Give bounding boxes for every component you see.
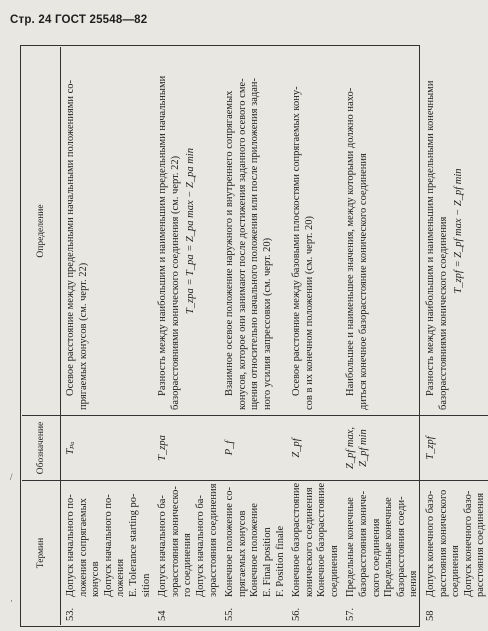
term-line: конусов bbox=[90, 561, 102, 597]
term-line: 57.Предельные конечные bbox=[345, 497, 357, 621]
term-line: нения bbox=[408, 570, 420, 597]
term-line: 54Допуск начального ба- bbox=[157, 495, 169, 621]
term-cell bbox=[341, 480, 421, 625]
formula: T_zpa = T_pa = Z_pa max − Z_pa min bbox=[185, 148, 197, 314]
term-line: Допуск конечного базо- bbox=[462, 490, 474, 597]
definition-line: Взаимное осевое положение наружного и внутреннего сопрягаемых bbox=[224, 90, 236, 396]
row-number: 55. bbox=[224, 607, 236, 621]
definition-line: базорасстояниями конического соединения bbox=[437, 216, 449, 410]
definition-line: ного усилия запрессовки (см. черт. 20) bbox=[261, 237, 273, 410]
row-number: 57. bbox=[345, 607, 357, 621]
term-line: конического соединения bbox=[303, 487, 315, 597]
definition-line: конусов, которое они занимают после достижения заданного осевого сме- bbox=[236, 78, 248, 410]
term-line: базорасстояния кониче- bbox=[358, 490, 370, 597]
definition-line: Осевое расстояние между базовыми плоскостями сопрягаемых кону- bbox=[291, 86, 303, 396]
row-number: 58 bbox=[425, 610, 437, 621]
term-line: E. Tolerance starting po- bbox=[127, 493, 139, 597]
term-line: ского соединения bbox=[370, 518, 382, 597]
symbol-cell bbox=[61, 415, 153, 480]
definition-cell bbox=[341, 47, 421, 415]
term-line: Конечное положение bbox=[249, 503, 261, 597]
definition-cell bbox=[61, 47, 153, 415]
term-line: ложения сопрягаемых bbox=[77, 498, 89, 597]
symbol-text: T_zpa bbox=[157, 435, 169, 461]
symbol-cell bbox=[421, 415, 488, 480]
table-row bbox=[220, 47, 287, 625]
margin-mark: · bbox=[10, 596, 13, 606]
symbol-text: Z_pf bbox=[291, 438, 303, 458]
definition-cell bbox=[421, 47, 488, 415]
term-line: F. Position finale bbox=[274, 525, 286, 597]
formula: T_zpf = Z_pf max − Z_pf min bbox=[453, 168, 465, 294]
definition-line: Разность между наибольшим и наименьшим предельными начальными bbox=[157, 75, 169, 396]
term-line: sition bbox=[140, 573, 152, 597]
definition-cell bbox=[220, 47, 287, 415]
term-line: расстояния соединения bbox=[475, 492, 487, 597]
row-number: 53. bbox=[65, 607, 76, 621]
term-line: соединения bbox=[450, 545, 462, 597]
row-number: 54 bbox=[157, 610, 169, 621]
terms-table bbox=[22, 47, 487, 625]
definition-cell bbox=[153, 47, 220, 415]
symbol-cell bbox=[287, 415, 341, 480]
definition-line: Осевое расстояние между предельными начальными положениями со- bbox=[65, 79, 76, 396]
symbol-text: Z_pf max, bbox=[345, 427, 357, 469]
definition-line: щения относительно начального положения или после приложения задан- bbox=[249, 78, 261, 410]
row-number: 56. bbox=[291, 607, 303, 621]
term-cell bbox=[61, 480, 153, 625]
term-line: базорасстояния соеди- bbox=[395, 496, 407, 597]
symbol-text: Tₚₐ bbox=[65, 441, 76, 455]
symbol-text: Z_pf min bbox=[358, 429, 370, 467]
term-line: ложения bbox=[115, 558, 127, 597]
symbol-cell bbox=[220, 415, 287, 480]
symbol-text: T_zpf bbox=[425, 436, 437, 460]
definition-line: прягаемых конусов (см. черт. 22) bbox=[77, 262, 89, 410]
term-cell bbox=[421, 480, 488, 625]
column-header-term: Термин bbox=[22, 480, 60, 625]
definition-line: Разность между наибольшим и наименьшим предельными конечными bbox=[425, 80, 437, 396]
table-row bbox=[421, 47, 488, 625]
term-line: го соединения bbox=[182, 533, 194, 597]
table-row bbox=[61, 47, 153, 625]
term-cell bbox=[287, 480, 341, 625]
term-line: соединения bbox=[328, 545, 340, 597]
term-line: 56.Конечное базорасстояние bbox=[291, 482, 303, 621]
table-row bbox=[287, 47, 341, 625]
term-line: Предельные конечные bbox=[383, 497, 395, 597]
term-line: зорасстояния соединения bbox=[207, 483, 219, 597]
term-line: Допуск начального по- bbox=[102, 494, 114, 597]
definition-line: базорасстояниями конического соединения (см. черт. 22) bbox=[169, 155, 181, 410]
definition-line: Наибольшее и наименьшее значения, между которыми должно нахо- bbox=[345, 87, 357, 396]
term-line: 58Допуск конечного базо- bbox=[425, 490, 437, 621]
term-line: зорасстояния коническо- bbox=[169, 486, 181, 597]
term-line: 53.Допуск начального по- bbox=[65, 494, 76, 621]
column-header-definition: Определение bbox=[35, 204, 46, 258]
definition-line: диться конечное базорасстояние конического соединения bbox=[358, 153, 370, 410]
symbol-cell bbox=[153, 415, 220, 480]
term-line: Конечное базорасстояние bbox=[316, 482, 328, 597]
column-header-symbol: Обозначение bbox=[22, 415, 60, 480]
table-row bbox=[341, 47, 421, 625]
term-line: Допуск начального ба- bbox=[194, 495, 206, 597]
definition-line: сов в их конечном положении (см. черт. 20) bbox=[303, 216, 315, 410]
margin-mark: / bbox=[10, 472, 13, 482]
term-line: расстояния конического bbox=[437, 489, 449, 597]
term-line: 55.Конечное положение со- bbox=[224, 487, 236, 621]
term-line: прягаемых конусов bbox=[236, 510, 248, 597]
term-cell bbox=[220, 480, 287, 625]
symbol-cell bbox=[341, 415, 421, 480]
term-line: E. Final position bbox=[261, 527, 273, 597]
term-cell bbox=[153, 480, 220, 625]
table-header bbox=[22, 47, 61, 625]
page-header: Стр. 24 ГОСТ 25548—82 bbox=[10, 14, 148, 26]
symbol-text: P_f bbox=[224, 440, 236, 456]
definition-cell bbox=[287, 47, 341, 415]
table-body bbox=[61, 47, 488, 625]
table-row bbox=[153, 47, 220, 625]
